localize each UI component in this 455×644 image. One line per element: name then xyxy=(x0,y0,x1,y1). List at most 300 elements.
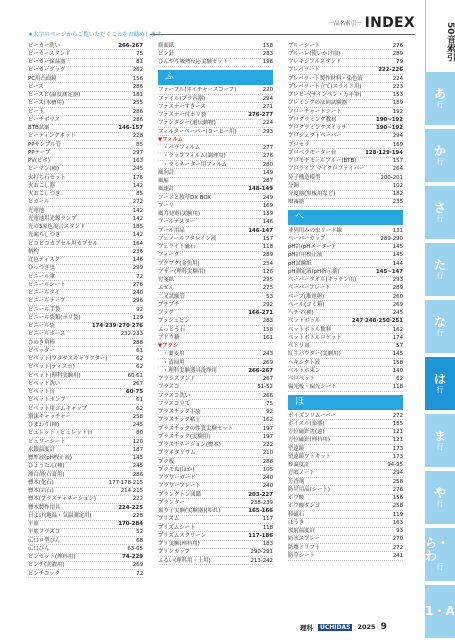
entry-term: プロモチモールブルー(BTB) xyxy=(288,158,357,164)
index-entry xyxy=(158,112,273,120)
entry-page: 220 xyxy=(262,87,273,94)
entry-page: 62 xyxy=(136,364,143,371)
index-entry xyxy=(158,392,273,400)
entry-page: 287 xyxy=(262,178,273,184)
entry-term: ピンセット(理科用) xyxy=(28,554,76,560)
entry-term: フレミングの法則試験器 xyxy=(288,100,347,107)
entry-page: 266-267 xyxy=(118,42,143,49)
index-entry xyxy=(288,343,403,351)
entry-page: 129 xyxy=(132,314,143,321)
entry-page: 267 xyxy=(132,380,143,387)
index-entry xyxy=(28,455,143,463)
entry-page: 75 xyxy=(136,50,143,57)
entry-term: プラスチックの性質実験セット xyxy=(158,425,234,432)
entry-term: ・パラフィルム xyxy=(163,145,201,151)
index-entry xyxy=(158,334,273,342)
entry-page: 213-242 xyxy=(250,557,273,564)
entry-term: 飛沫キャッチャー xyxy=(28,413,71,420)
entry-page: 166-271 xyxy=(248,310,273,316)
entry-page: 275 xyxy=(262,285,273,292)
entry-term: ブリズム xyxy=(158,516,180,523)
entry-page: 164 xyxy=(132,240,143,247)
entry-page: 80 xyxy=(136,430,143,437)
entry-term: ホウ酸ダンゴ xyxy=(288,503,321,510)
entry-page: 61 xyxy=(136,347,143,354)
entry-term: 標準液(pH校正液) xyxy=(28,455,73,461)
entry-term: プラネタリウム xyxy=(158,450,196,457)
index-entry xyxy=(28,413,143,421)
index-entry xyxy=(158,367,273,375)
index-entry xyxy=(158,516,273,524)
entry-term: ペットボトル飲料 xyxy=(288,326,332,333)
entry-term: プラスチック粘土 xyxy=(158,417,201,424)
index-entry xyxy=(28,207,143,215)
entry-page: 121 xyxy=(392,437,403,444)
index-entry xyxy=(28,75,143,83)
entry-page: 294 xyxy=(392,133,403,140)
index-entry xyxy=(158,235,273,243)
index-entry xyxy=(158,128,273,136)
tab-kana: ら・わ xyxy=(425,536,450,563)
index-entry xyxy=(158,87,273,95)
entry-term: ・蕎麦用 xyxy=(163,351,185,358)
entry-term: ヘチマ(種) xyxy=(288,310,314,316)
entry-term: プロジェクトペーパー xyxy=(288,133,342,140)
index-entry xyxy=(158,557,273,565)
index-entry xyxy=(158,277,273,285)
entry-term: 放射温度計 xyxy=(288,528,315,534)
entry-page: 224-225 xyxy=(118,504,143,511)
entry-term: 風速計 xyxy=(158,186,175,193)
entry-page: 79 xyxy=(396,59,403,65)
entry-page: 81 xyxy=(136,59,143,65)
entry-page: 61 xyxy=(136,397,143,404)
tab-kana: は xyxy=(433,371,446,386)
entry-term: ベロペット xyxy=(288,376,315,382)
tab-kana: さ xyxy=(433,200,446,215)
index-entry xyxy=(28,50,143,58)
index-entry xyxy=(288,310,403,318)
entry-page: 192 xyxy=(392,108,403,115)
entry-term: ペトリ皿 xyxy=(288,343,310,349)
entry-term: ビーカークック xyxy=(28,67,66,74)
kana-tab[interactable] xyxy=(425,243,455,297)
entry-page: 276 xyxy=(392,486,403,493)
entry-term: ▼ブラシ xyxy=(158,343,179,349)
index-column-3 xyxy=(288,42,403,561)
index-entry xyxy=(28,67,143,75)
entry-page: 197 xyxy=(262,425,273,432)
index-entry xyxy=(158,450,273,458)
entry-term: ホウ酸 xyxy=(288,495,305,501)
entry-term: 漂白剤(石膏用) xyxy=(28,471,65,478)
entry-page: 142 xyxy=(132,207,143,214)
entry-term: ひのき角棒 xyxy=(28,339,55,346)
entry-term: pH試験紙 xyxy=(288,260,312,267)
entry-term: ビニールホース xyxy=(28,331,66,338)
entry-page: 105 xyxy=(262,466,273,473)
entry-page: 267 xyxy=(262,376,273,382)
entry-page: 173 xyxy=(392,453,403,460)
entry-page: 223 xyxy=(392,83,403,90)
entry-page: 158 xyxy=(262,326,273,333)
index-entry xyxy=(28,290,143,298)
index-entry xyxy=(28,323,143,331)
entry-page: 158 xyxy=(392,359,403,366)
entry-page: 118 xyxy=(392,384,403,391)
entry-term: 振り子実験(実験器)(ゆれ) xyxy=(158,508,221,514)
entry-term: ビーチボラス xyxy=(28,116,60,123)
entry-page: 190~192 xyxy=(375,116,403,123)
entry-term: プレパラート xyxy=(288,67,320,74)
entry-term: ファンタジー(遺伝動物) xyxy=(158,120,216,127)
entry-term: ブドウ糖 xyxy=(158,334,180,341)
entry-page: 258 xyxy=(132,413,143,420)
entry-term: ビーディングネット xyxy=(28,133,76,140)
index-title: INDEX xyxy=(364,15,415,31)
index-subtitle: 一品名索引一 xyxy=(328,21,362,27)
entry-page: 295 xyxy=(262,277,273,283)
kana-tab[interactable] xyxy=(425,300,455,354)
entry-term: 風力発電(実験用) xyxy=(158,211,200,217)
entry-page: 57 xyxy=(396,343,403,349)
entry-term: ピュレット・ピュレット台 xyxy=(28,430,93,437)
index-entry xyxy=(28,281,143,289)
entry-page: 296 xyxy=(132,298,143,305)
index-entry xyxy=(158,549,273,557)
entry-page: 235 xyxy=(392,199,403,206)
entry-page: 181 xyxy=(132,92,143,98)
entry-page: 62 xyxy=(136,405,143,412)
entry-term: ピン針 xyxy=(158,50,175,57)
entry-page: 289 xyxy=(392,285,403,292)
entry-term: ビニール手袋 xyxy=(28,306,61,313)
entry-page: 272 xyxy=(392,412,403,419)
entry-page: 255 xyxy=(132,100,143,107)
entry-term: pH計用校正液 xyxy=(288,252,323,259)
index-entry xyxy=(28,463,143,471)
entry-term: 防水スプレー xyxy=(288,536,321,543)
entry-page: 245 xyxy=(132,166,143,173)
entry-page: 196 xyxy=(262,59,273,65)
entry-term: プラスチネーション(標本) xyxy=(158,442,221,448)
entry-page: 170-284 xyxy=(118,521,143,527)
entry-page: 119 xyxy=(392,511,403,518)
entry-page: 240 xyxy=(262,475,273,481)
entry-term: ・ラップフィルム(調理用) xyxy=(163,153,226,160)
entry-term: 分銅 xyxy=(288,182,299,189)
entry-page: 161 xyxy=(262,334,273,341)
index-entry xyxy=(288,149,403,157)
index-entry xyxy=(158,95,273,103)
entry-page: 176 xyxy=(132,174,143,181)
entry-page: 283 xyxy=(262,50,273,57)
entry-term: ビニール袋 xyxy=(28,323,55,329)
entry-page: 289-290 xyxy=(380,235,403,242)
entry-page: 92 xyxy=(266,409,273,415)
entry-page: 269 xyxy=(262,359,273,366)
entry-term: 日よけ(地温・気温測定用) xyxy=(28,512,92,519)
kana-tab[interactable] xyxy=(425,186,455,240)
kana-heading-ho: ほ xyxy=(288,395,403,410)
entry-term: ピコピコカプセル用カプセル xyxy=(28,240,98,247)
entry-page: 292 xyxy=(262,301,273,308)
index-entry xyxy=(158,326,273,334)
entry-page: 297 xyxy=(132,149,143,156)
index-entry xyxy=(288,429,403,437)
index-entry xyxy=(288,420,403,428)
entry-term: ビニールタイ xyxy=(28,290,60,296)
index-entry xyxy=(288,174,403,182)
entry-term: ブラシスタンド xyxy=(158,376,196,382)
entry-term: ひまわり(種) xyxy=(28,422,60,428)
entry-term: プリンカップ xyxy=(158,549,191,556)
index-entry xyxy=(158,103,273,111)
index-entry xyxy=(28,380,143,388)
entry-page: 146-147 xyxy=(248,227,273,234)
entry-page: 74-229 xyxy=(122,554,143,560)
index-entry xyxy=(28,471,143,479)
index-entry xyxy=(288,133,403,141)
index-entry xyxy=(28,158,143,166)
entry-term: ピペット(ワタダスキャラクター) xyxy=(28,356,108,362)
index-entry xyxy=(28,133,143,141)
entry-page: 177·178·215 xyxy=(108,479,143,486)
entry-page: 163 xyxy=(392,519,403,526)
entry-page: 131 xyxy=(392,227,403,234)
entry-page: 60·61 xyxy=(127,372,143,379)
index-entry xyxy=(28,479,143,487)
kana-tab[interactable] xyxy=(425,357,455,411)
entry-term: ビニールシート xyxy=(28,281,66,288)
entry-term: ビニール傘 xyxy=(28,273,55,280)
index-entry xyxy=(28,248,143,256)
index-entry xyxy=(288,235,403,243)
entry-term: 防塵ドリフト xyxy=(288,544,321,551)
entry-page: 222 xyxy=(262,442,273,448)
entry-page: 145~147 xyxy=(375,268,403,275)
entry-page: 288 xyxy=(132,339,143,346)
index-entry xyxy=(158,417,273,425)
index-entry xyxy=(158,211,273,219)
index-entry xyxy=(28,141,143,149)
entry-page: 126 xyxy=(262,268,273,275)
entry-page: 139 xyxy=(262,211,273,217)
entry-term: ブザー(理科実験用) xyxy=(158,268,206,275)
entry-term: 噴霧器 xyxy=(288,199,305,206)
index-entry xyxy=(288,519,403,527)
index-entry xyxy=(158,50,273,58)
entry-page: 182 xyxy=(392,191,403,197)
index-entry xyxy=(28,438,143,446)
entry-page: 286 xyxy=(132,471,143,478)
kana-tab[interactable] xyxy=(425,72,455,126)
tab-gyo: 行 xyxy=(436,385,444,394)
entry-term: 標本(化石) xyxy=(28,479,54,486)
entry-page: 286 xyxy=(132,116,143,123)
index-entry xyxy=(288,293,403,301)
entry-term: ファスナーすきース xyxy=(158,103,206,110)
index-entry xyxy=(28,83,143,91)
entry-term: プラ板 xyxy=(158,458,175,465)
entry-term: 方位磁針(理科用) xyxy=(288,437,330,444)
entry-term: 水銀温度計 xyxy=(28,446,55,453)
entry-page: 241 xyxy=(392,552,403,559)
index-entry xyxy=(158,301,273,309)
index-entry xyxy=(158,466,273,474)
index-entry xyxy=(28,364,143,372)
kana-tab[interactable] xyxy=(425,471,455,525)
entry-page: 190~192 xyxy=(375,125,403,131)
entry-page: 214·215 xyxy=(120,488,143,494)
index-entry xyxy=(288,244,403,252)
entry-term: ペール(ゴミ箱) xyxy=(288,301,325,308)
entry-term: 光の3原色混合スタンド xyxy=(28,224,86,230)
entry-term: ピンチ(洗濯用) xyxy=(28,562,65,569)
entry-term: 柄杓 xyxy=(28,248,39,255)
entry-term: ・理科実験器具洗浄用 xyxy=(163,367,217,374)
index-entry xyxy=(158,59,273,67)
entry-page: 264 xyxy=(392,166,403,173)
entry-page: 276 xyxy=(262,153,273,160)
index-entry xyxy=(28,504,143,512)
entry-page: 286 xyxy=(132,83,143,90)
index-entry xyxy=(28,430,143,438)
entry-term: 棒温度計 xyxy=(288,462,310,468)
entry-page: 280 xyxy=(262,161,273,168)
entry-term: フェライト磁石 xyxy=(158,244,196,250)
kana-heading-fu: ふ xyxy=(158,70,273,85)
entry-page: 266-267 xyxy=(248,367,273,374)
entry-term: フロライブ マイクロファイバー xyxy=(288,166,365,173)
entry-term: 光漏らしつぎ xyxy=(28,232,61,239)
entry-term: 付箋紙 xyxy=(158,277,175,283)
kana-tab[interactable] xyxy=(425,129,455,183)
entry-term: ペーパータオル(キッチン用) xyxy=(288,277,357,283)
index-entry xyxy=(158,136,273,144)
kana-tab[interactable] xyxy=(425,414,455,468)
kana-tab[interactable] xyxy=(425,585,455,639)
tab-kana: 1・A xyxy=(425,604,455,618)
index-entry xyxy=(158,194,273,202)
entry-page: 60·75 xyxy=(125,389,143,395)
index-entry xyxy=(158,260,273,268)
index-entry xyxy=(28,562,143,570)
entry-term: ピペットポンプ xyxy=(28,397,66,404)
entry-term: ファーブル(ネイチャースコープ) xyxy=(158,87,237,94)
entry-term: 風船 xyxy=(158,178,169,184)
entry-term: ビーズピ(温度測定器) xyxy=(28,92,81,98)
tab-gyo: 行 xyxy=(436,328,444,337)
index-entry xyxy=(158,499,273,507)
index-entry xyxy=(158,491,273,499)
entry-page: 156 xyxy=(132,75,143,82)
entry-term: プランター xyxy=(158,499,185,506)
entry-term: ブルーレ(使いかけ皿) xyxy=(288,50,341,57)
index-entry xyxy=(288,158,403,166)
entry-term: フラスコ立て xyxy=(158,400,191,407)
entry-term: 分度器(黒板用など) xyxy=(288,191,336,197)
index-entry xyxy=(158,400,273,408)
tab-gyo: 行 xyxy=(436,563,444,571)
brand-logo: UCHIDAS xyxy=(320,623,351,631)
index-entry xyxy=(28,537,143,545)
index-entry xyxy=(28,240,143,248)
entry-term: プランクトン図鑑 xyxy=(158,491,202,498)
entry-page: 249 xyxy=(262,194,273,201)
index-entry xyxy=(288,359,403,367)
entry-term: ポイズンリムーバー xyxy=(288,412,336,419)
kana-tab[interactable] xyxy=(425,528,455,582)
entry-page: 142 xyxy=(132,215,143,222)
index-entry xyxy=(28,554,143,562)
index-entry xyxy=(28,488,143,496)
entry-term: プチプチ xyxy=(158,301,180,308)
entry-term: フレキシブルスタンド xyxy=(288,59,342,65)
entry-term: ビニールテープ xyxy=(28,298,66,305)
entry-term: ブールテスター xyxy=(158,219,196,226)
entry-page: 245 xyxy=(132,463,143,470)
entry-page: 75 xyxy=(266,400,273,407)
entry-page: 63-65 xyxy=(127,545,143,552)
entry-page: 222 xyxy=(132,496,143,503)
index-entry xyxy=(28,397,143,405)
entry-page: 288 xyxy=(262,458,273,465)
index-entry xyxy=(28,347,143,355)
index-entry xyxy=(158,153,273,161)
index-entry xyxy=(158,376,273,384)
tab-gyo: 行 xyxy=(436,100,444,109)
index-entry xyxy=(288,166,403,174)
entry-term: ピンチコック xyxy=(28,570,61,577)
entry-term: 偏光板・偏光シート xyxy=(288,384,337,391)
entry-term: ▼フィルム xyxy=(158,136,184,143)
entry-term: ベルトホ束ン xyxy=(288,367,321,374)
index-entry xyxy=(288,552,403,560)
entry-page: 145 xyxy=(392,351,403,358)
entry-page: 94-95 xyxy=(387,462,403,468)
index-entry xyxy=(158,252,273,260)
entry-page: 157 xyxy=(392,158,403,164)
entry-page: 118 xyxy=(262,524,273,531)
index-header xyxy=(329,15,415,31)
entry-page: 224 xyxy=(392,75,403,82)
header-rule xyxy=(150,34,415,35)
tab-kana: ま xyxy=(433,428,446,443)
entry-term: ひょうたん(種) xyxy=(28,463,65,470)
entry-term: 火おこし器 xyxy=(28,182,55,189)
entry-page: 245 xyxy=(132,422,143,428)
index-entry xyxy=(288,486,403,494)
index-entry xyxy=(288,528,403,536)
index-entry xyxy=(288,384,403,392)
index-entry xyxy=(28,215,143,223)
entry-page: 51-52 xyxy=(257,384,273,391)
entry-term: PV(ピボ) xyxy=(28,158,50,164)
index-entry xyxy=(158,442,273,450)
entry-page: 117 xyxy=(262,516,273,523)
entry-term: 防草シート xyxy=(288,552,315,559)
entry-term: 瓶面紙 xyxy=(158,42,175,49)
index-entry xyxy=(288,42,403,50)
index-entry xyxy=(28,149,143,157)
entry-page: 187 xyxy=(132,446,143,453)
entry-page: 118 xyxy=(262,244,273,250)
entry-page: 173 xyxy=(392,445,403,452)
entry-term: 比色ディスク xyxy=(28,257,60,263)
index-entry xyxy=(288,478,403,486)
entry-page: 146-157 xyxy=(118,125,143,131)
